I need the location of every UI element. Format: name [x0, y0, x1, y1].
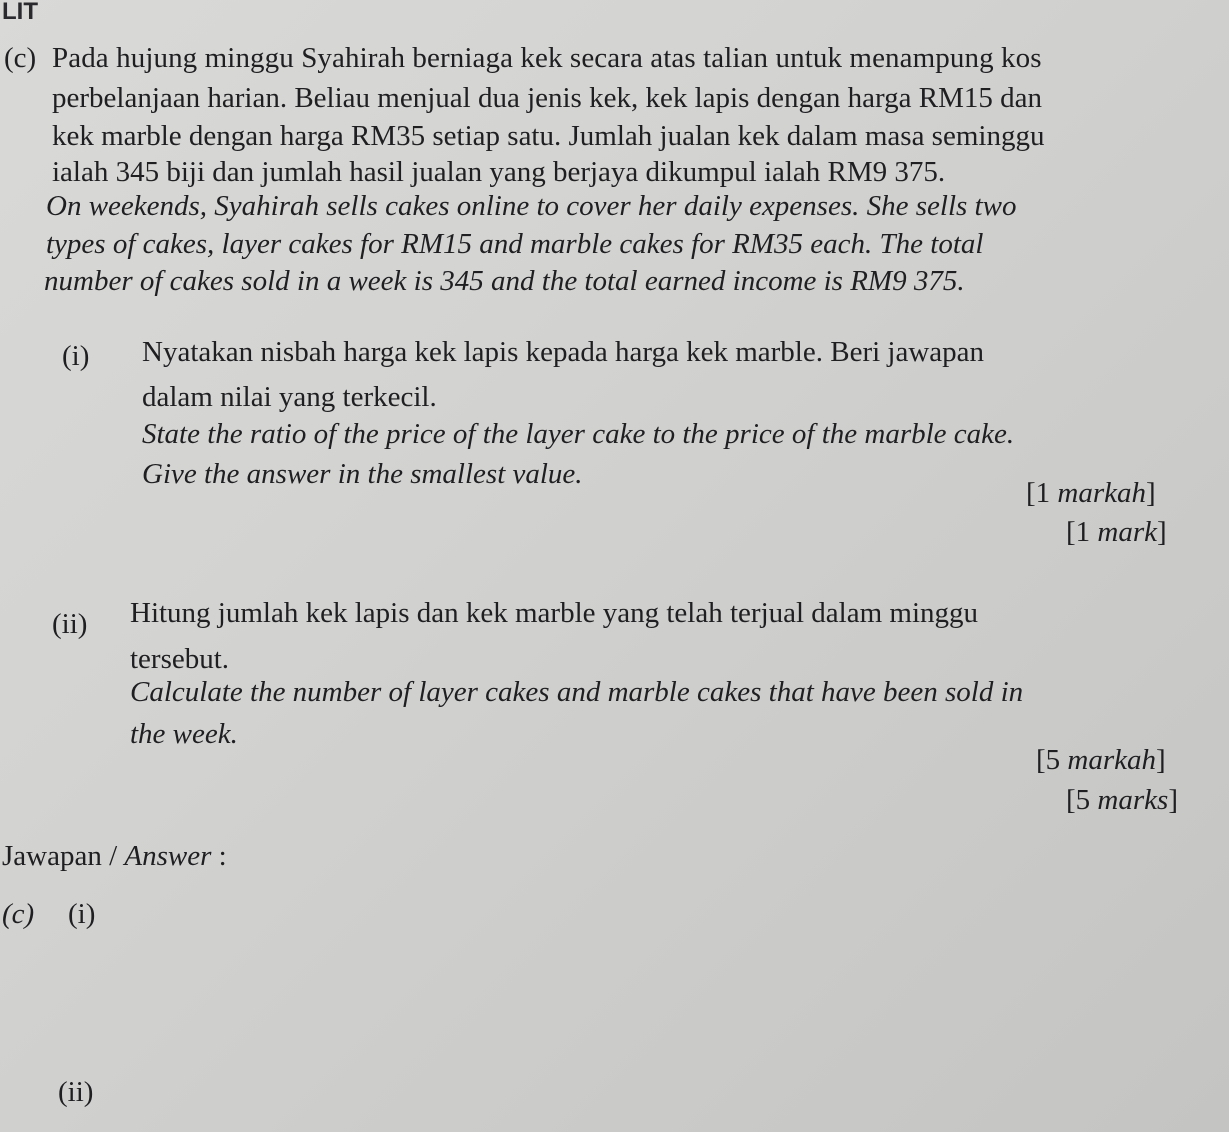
part-ii-malay-line-1: Hitung jumlah kek lapis dan kek marble yang telah terjual dalam minggu [130, 597, 979, 629]
marks-close: ] [1168, 784, 1178, 816]
part-ii-marks-malay [1036, 744, 1166, 777]
part-ii-marks-english [1066, 784, 1178, 817]
marks-word: markah [1057, 477, 1147, 509]
question-c-english-line-2: types of cakes, layer cakes for RM15 and marble cakes for RM35 each. The total [46, 228, 984, 260]
question-c-english-line-1: On weekends, Syahirah sells cakes online to cover her daily expenses. She sells two [46, 190, 1017, 222]
question-c-malay-line-4: ialah 345 biji dan jumlah hasil jualan yang berjaya dikumpul ialah RM9 375. [52, 156, 946, 188]
question-c-english-line-3: number of cakes sold in a week is 345 and the total earned income is RM9 375. [44, 265, 965, 297]
part-i-malay-line-1: Nyatakan nisbah harga kek lapis kepada harga kek marble. Beri jawapan [142, 336, 985, 368]
answer-i-label: (i) [68, 898, 96, 930]
part-i-malay-line-2: dalam nilai yang terkecil. [142, 381, 437, 413]
marks-close: ] [1146, 477, 1156, 509]
part-i-marks-malay [1026, 477, 1156, 510]
answer-ii-label: (ii) [58, 1076, 94, 1108]
answer-heading-malay: Jawapan / [2, 840, 125, 872]
marks-close: ] [1157, 516, 1167, 548]
answer-c-label-text: (c) [2, 898, 35, 930]
marks-open: [1 [1026, 477, 1058, 509]
answer-heading-english: Answer [124, 840, 212, 872]
answer-heading [2, 840, 227, 873]
part-ii-english-line-2: the week. [130, 718, 238, 750]
answer-heading-colon: : [211, 840, 227, 872]
part-i-label: (i) [62, 340, 90, 372]
question-c-malay-line-1: Pada hujung minggu Syahirah berniaga kek secara atas talian untuk menampung kos [52, 42, 1042, 74]
marks-open: [5 [1036, 744, 1068, 776]
part-i-english-line-2: Give the answer in the smallest value. [142, 458, 583, 490]
answer-c-label [2, 898, 34, 931]
question-c-label: (c) [4, 42, 37, 74]
marks-word: marks [1097, 784, 1169, 816]
page-header-code: LIT [2, 0, 38, 25]
marks-open: [5 [1066, 784, 1098, 816]
marks-close: ] [1156, 744, 1166, 776]
marks-word: markah [1067, 744, 1157, 776]
marks-word: mark [1097, 516, 1158, 548]
part-i-english-line-1: State the ratio of the price of the layer cake to the price of the marble cake. [142, 418, 1015, 450]
question-c-malay-line-3: kek marble dengan harga RM35 setiap satu. Jumlah jualan kek dalam masa seminggu [52, 120, 1045, 152]
part-ii-label: (ii) [52, 608, 88, 640]
marks-open: [1 [1066, 516, 1098, 548]
question-c-malay-line-2: perbelanjaan harian. Beliau menjual dua jenis kek, kek lapis dengan harga RM15 dan [52, 82, 1042, 114]
part-i-marks-english [1066, 516, 1167, 549]
part-ii-english-line-1: Calculate the number of layer cakes and marble cakes that have been sold in [130, 676, 1024, 708]
part-ii-malay-line-2: tersebut. [130, 643, 230, 675]
